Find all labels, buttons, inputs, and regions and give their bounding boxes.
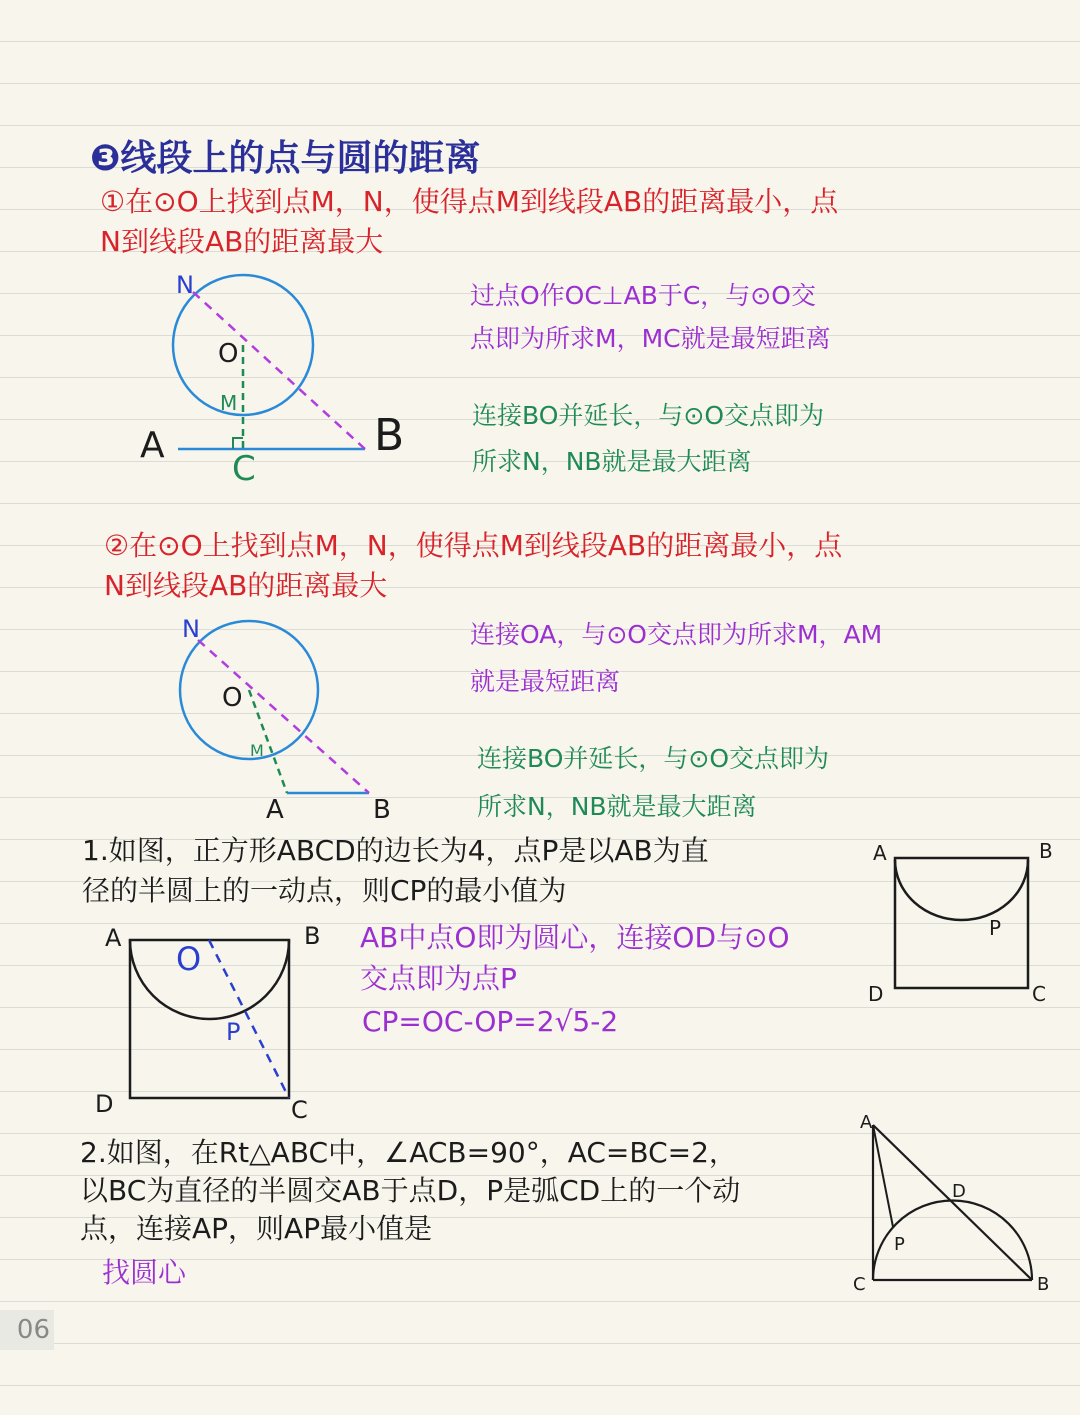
problem1-ref-label-c: C <box>1032 982 1046 1006</box>
section1-note1-line2: 点即为所求M，MC就是最短距离 <box>470 324 831 353</box>
section2-label-o: O <box>222 683 243 713</box>
section1-note2-line2: 所求N，NB就是最大距离 <box>472 447 752 476</box>
problem2-line3: 点，连接AP，则AP最小值是 <box>80 1212 433 1245</box>
section1-question-line2: N到线段AB的距离最大 <box>100 225 384 258</box>
page-title: ❸线段上的点与圆的距离 <box>90 138 481 179</box>
section1-note2-line1: 连接BO并延长，与⊙O交点即为 <box>472 401 825 430</box>
problem1-label-p: P <box>226 1018 241 1046</box>
section1-label-c: C <box>232 449 256 489</box>
section1-label-o: O <box>218 339 239 369</box>
section1-label-b: B <box>374 410 405 461</box>
section1-question-line1: ①在⊙O上找到点M，N，使得点M到线段AB的距离最小，点 <box>100 185 839 218</box>
problem2-label-b: B <box>1037 1274 1050 1295</box>
problem1-label-a: A <box>105 924 122 952</box>
problem2-line1: 2.如图，在Rt△ABC中，∠ACB=90°，AC=BC=2， <box>80 1136 737 1169</box>
problem1-line2: 径的半圆上的一动点，则CP的最小值为 <box>82 874 567 907</box>
section2-label-m: M <box>250 741 264 760</box>
problem1-solution-line2: 交点即为点P <box>360 962 517 995</box>
section2-label-a: A <box>266 795 284 825</box>
section2-note2-line2: 所求N，NB就是最大距离 <box>477 792 757 821</box>
problem1-line1: 1.如图，正方形ABCD的边长为4，点P是以AB为直 <box>82 834 709 867</box>
problem1-label-o: O <box>176 940 202 978</box>
side-ab <box>873 1125 1032 1280</box>
problem1-label-c: C <box>291 1096 308 1124</box>
problem1-solution-line3: CP=OC-OP=2√5-2 <box>362 1005 619 1038</box>
page-number: 06 <box>0 1310 54 1350</box>
section2-question-line1: ②在⊙O上找到点M，N，使得点M到线段AB的距离最小，点 <box>104 529 843 562</box>
problem2-line2: 以BC为直径的半圆交AB于点D，P是弧CD上的一个动 <box>80 1174 741 1207</box>
section1-label-a: A <box>140 425 165 466</box>
problem2-label-c: C <box>853 1274 866 1295</box>
problem2-label-d: D <box>952 1181 966 1202</box>
problem2-label-a: A <box>860 1112 873 1133</box>
section2-question-line2: N到线段AB的距离最大 <box>104 569 388 602</box>
problem1-label-d: D <box>95 1090 114 1118</box>
problem2-label-p: P <box>894 1234 905 1255</box>
problem1-ref-label-d: D <box>868 982 884 1006</box>
problem1-ref-label-p: P <box>989 916 1002 940</box>
section1-note1-line1: 过点O作OC⊥AB于C，与⊙O交 <box>470 281 816 310</box>
section1-label-m: M <box>220 391 238 415</box>
problem1-ref-label-a: A <box>873 841 887 865</box>
section2-note2-line1: 连接BO并延长，与⊙O交点即为 <box>477 744 830 773</box>
problem1-label-b: B <box>304 922 321 950</box>
section2-note1-line2: 就是最短距离 <box>470 667 621 696</box>
section2-note1-line1: 连接OA，与⊙O交点即为所求M，AM <box>470 620 883 649</box>
section2-label-n: N <box>182 615 200 643</box>
problem1-solution-line1: AB中点O即为圆心，连接OD与⊙O <box>360 921 790 954</box>
problem1-ref-label-b: B <box>1039 839 1053 863</box>
problem2-hint: 找圆心 <box>102 1256 187 1289</box>
section2-label-b: B <box>373 795 391 825</box>
section1-label-n: N <box>176 271 194 299</box>
